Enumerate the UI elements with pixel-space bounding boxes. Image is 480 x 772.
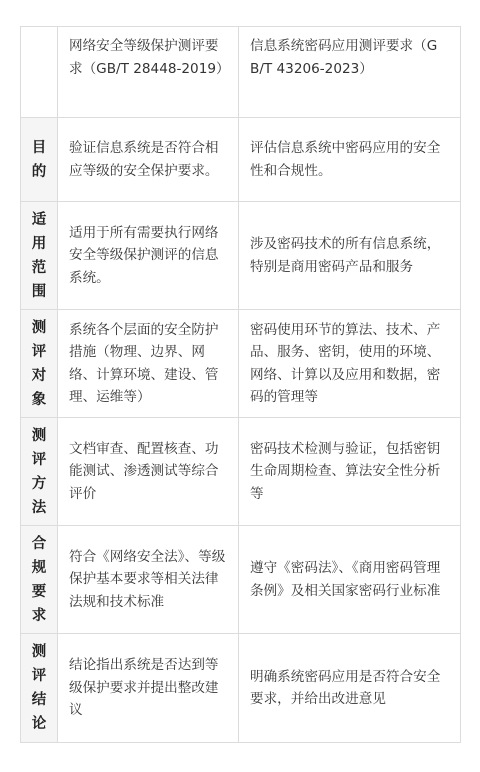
row-header-label: 测评结论 — [31, 644, 47, 732]
comparison-table-container — [20, 26, 460, 743]
table-row — [21, 634, 461, 743]
table-cell: 结论指出系统是否达到等级保护要求并提出整改建议 — [58, 634, 239, 743]
table-row — [21, 202, 461, 310]
table-cell: 密码技术检测与验证，包括密钥生命周期检查、算法安全性分析等 — [239, 418, 461, 526]
table-row — [21, 310, 461, 418]
table-cell: 符合《网络安全法》、等级保护基本要求等相关法律法规和技术标准 — [58, 526, 239, 634]
table-cell: 适用于所有需要执行网络安全等级保护测评的信息系统。 — [58, 202, 239, 310]
table-cell: 涉及密码技术的所有信息系统，特别是商用密码产品和服务 — [239, 202, 461, 310]
column-header-gbt28448: 网络安全等级保护测评要求（GB/T 28448-2019） — [58, 27, 239, 118]
table-cell: 评估信息系统中密码应用的安全性和合规性。 — [239, 118, 461, 202]
row-header-label: 合规要求 — [31, 535, 47, 624]
table-header-row — [21, 27, 461, 118]
table-cell: 系统各个层面的安全防护措施（物理、边界、网络、计算环境、建设、管理、运维等） — [58, 310, 239, 418]
row-header-label: 目的 — [31, 139, 47, 180]
row-header-target — [21, 310, 58, 418]
row-header-purpose — [21, 118, 58, 202]
row-header-compliance — [21, 526, 58, 634]
row-header-method — [21, 418, 58, 526]
table-cell: 验证信息系统是否符合相应等级的安全保护要求。 — [58, 118, 239, 202]
table-cell: 文档审查、配置核查、功能测试、渗透测试等综合评价 — [58, 418, 239, 526]
table-cell: 遵守《密码法》、《商用密码管理条例》及相关国家密码行业标准 — [239, 526, 461, 634]
comparison-table — [20, 26, 461, 743]
corner-cell — [21, 27, 58, 118]
table-row — [21, 526, 461, 634]
row-header-label: 测评对象 — [31, 319, 47, 408]
row-header-conclusion — [21, 634, 58, 743]
row-header-label: 测评方法 — [31, 427, 47, 516]
row-header-scope — [21, 202, 58, 310]
column-header-gbt43206: 信息系统密码应用测评要求（GB/T 43206-2023） — [239, 27, 461, 118]
table-row — [21, 118, 461, 202]
table-cell: 明确系统密码应用是否符合安全要求，并给出改进意见 — [239, 634, 461, 743]
table-row — [21, 418, 461, 526]
row-header-label: 适用范围 — [31, 211, 47, 300]
table-cell: 密码使用环节的算法、技术、产品、服务、密钥，使用的环境、网络、计算以及应用和数据，密码的管理等 — [239, 310, 461, 418]
